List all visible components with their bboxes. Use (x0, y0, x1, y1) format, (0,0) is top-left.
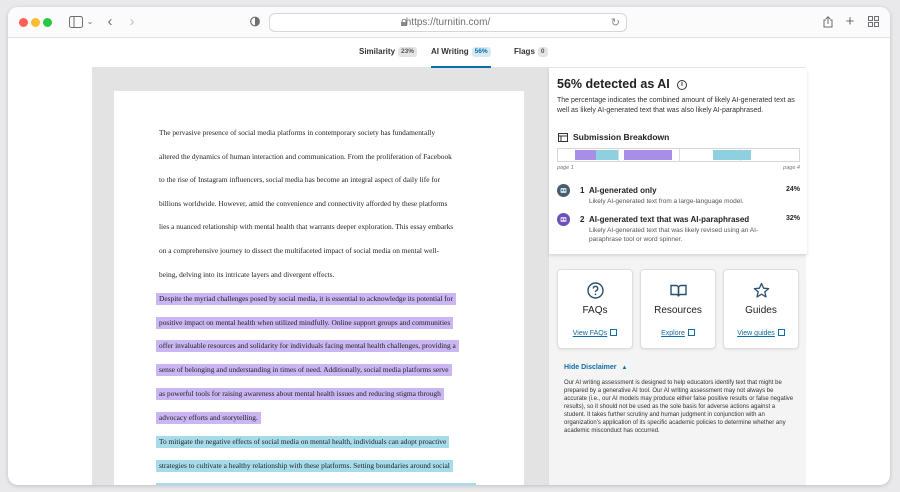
ai-highlighted-line[interactable]: advocacy efforts and storytelling. (156, 412, 261, 424)
tab-ai-writing[interactable] (431, 38, 491, 68)
text-line: billions worldwide. However, amid the convenience and connectivity afforded by these platforms (159, 199, 448, 208)
item-percentage: 32% (785, 215, 800, 222)
ai-summary-card (549, 68, 807, 254)
ai-writing-panel (548, 68, 806, 485)
link-text: View FAQs (572, 330, 608, 337)
text-line: altered the dynamics of human interaction and communication. From the proliferation of Facebook (159, 152, 452, 161)
breakdown-item-ai-paraphrased[interactable] (557, 213, 802, 247)
robot-paraphrase-icon (557, 213, 570, 226)
external-link-icon (688, 329, 695, 336)
tab-label: AI Writing (431, 47, 469, 56)
link-text: View guides (737, 330, 775, 337)
tab-label: Similarity (359, 47, 396, 56)
text-line: on a comprehensive journey to dissect the multifaceted impact of social media on mental well- (159, 246, 439, 255)
item-percentage: 24% (785, 186, 800, 193)
question-circle-icon (587, 282, 604, 299)
paraphrase-segment[interactable] (596, 150, 618, 160)
document-page (114, 91, 524, 485)
disclaimer-text: Our AI writing assessment is designed to help educators identify text that might be prepared by a generative AI tool. Our AI writing assessment may not always be accurate (i.e., our AI models may produce either false positive results or false negative results), so it should not be used as the sole basis for adverse actions against a student. It takes further scrutiny and human judgment in conjunction with an organization's application of its specific academic policies to determine whether any academic misconduct has occurred. (564, 380, 794, 434)
hide-disclaimer-toggle[interactable] (564, 364, 627, 371)
text-line: being, delving into its intricate layers and divergent effects. (159, 270, 335, 279)
paraphrased-highlighted-line[interactable]: strategies to cultivate a healthy relationship with these platforms. Setting boundaries around social (156, 460, 453, 472)
item-title: AI-generated text that was AI-paraphrased (589, 215, 750, 224)
ai-segment[interactable] (575, 150, 596, 160)
text-line: to the rise of Instagram influencers, social media has become an integral aspect of daily life for (159, 175, 440, 184)
ai-highlighted-line[interactable]: as powerful tools for raising awareness about mental health issues and reducing stigma through (156, 388, 444, 400)
external-link-icon (610, 329, 617, 336)
sidebar-icon[interactable] (68, 13, 84, 31)
ai-segment[interactable] (624, 150, 672, 160)
card-label: Resources (654, 305, 702, 316)
tab-label: Flags (514, 47, 535, 56)
back-icon[interactable]: ‹ (107, 13, 113, 30)
document-viewer[interactable] (92, 68, 548, 485)
star-icon (753, 282, 770, 299)
external-link-icon (778, 329, 785, 336)
toggle-label: Hide Disclaimer (564, 364, 617, 371)
url-text: https://turnitin.com/ (405, 17, 491, 28)
ai-highlighted-line[interactable]: sense of belonging and understanding in times of need. Additionally, social media platforms serve (156, 364, 452, 376)
minimize-window-button[interactable] (31, 18, 40, 27)
forward-icon[interactable]: › (129, 13, 135, 30)
caret-up-icon: ▲ (621, 365, 628, 371)
item-number: 2 (580, 215, 585, 224)
view-guides-link[interactable] (724, 329, 798, 337)
text-line: The pervasive presence of social media platforms in contemporary society has fundamentally (159, 128, 436, 137)
tab-overview-icon[interactable] (866, 13, 880, 31)
browser-window (8, 7, 890, 485)
info-icon[interactable]: i (677, 80, 687, 90)
ai-highlighted-line[interactable]: offer invaluable resources and solidarity for individuals facing mental health challenges, providing a (156, 340, 459, 352)
maximize-window-button[interactable] (43, 18, 52, 27)
report-tabs (92, 38, 806, 68)
paraphrased-highlighted-line[interactable]: To mitigate the negative effects of social media on mental health, individuals can adopt proactive (156, 436, 449, 448)
open-book-icon (670, 282, 687, 299)
chevron-down-icon[interactable]: ⌄ (86, 17, 94, 26)
ai-description: The percentage indicates the combined amount of likely AI-generated text as well as likely AI-generated text that was also likely AI-paraphrased. (557, 97, 795, 114)
guides-card[interactable] (723, 269, 799, 349)
reload-icon[interactable]: ↻ (610, 17, 620, 29)
link-text: Explore (661, 330, 685, 337)
breakdown-icon (558, 133, 568, 142)
tab-badge: 56% (472, 47, 491, 57)
breakdown-item-ai-only[interactable] (557, 184, 802, 208)
ai-highlighted-line[interactable]: Despite the myriad challenges posed by social media, it is essential to acknowledge its potential for (156, 293, 456, 305)
shield-icon[interactable] (249, 13, 261, 31)
submission-breakdown-bar[interactable] (557, 148, 800, 162)
address-bar[interactable] (269, 13, 627, 32)
paraphrase-segment[interactable] (713, 150, 751, 160)
text-line: lies a nuanced relationship with mental health that warrants deeper exploration. This essay embarks (159, 222, 454, 231)
item-subtitle: Likely AI-generated text that was likely revised using an AI-paraphrase tool or word spinner. (589, 227, 759, 243)
view-faqs-link[interactable] (558, 329, 632, 337)
page-start-label: page 1 (557, 165, 574, 171)
tab-flags[interactable] (514, 38, 548, 68)
faqs-card[interactable] (557, 269, 633, 349)
item-subtitle: Likely AI-generated text from a large-language model. (589, 198, 744, 205)
ai-highlighted-line[interactable]: positive impact on mental health when utilized mindfully. Online support groups and communities (156, 317, 453, 329)
explore-link[interactable] (641, 329, 715, 337)
item-number: 1 (580, 186, 585, 195)
browser-toolbar (8, 7, 890, 38)
share-icon[interactable] (822, 13, 834, 31)
card-label: FAQs (582, 305, 608, 316)
item-title: AI-generated only (589, 186, 657, 195)
card-label: Guides (745, 305, 777, 316)
new-tab-icon[interactable]: + (845, 13, 855, 30)
paraphrased-highlighted-line[interactable] (156, 483, 476, 485)
close-window-button[interactable] (19, 18, 28, 27)
tab-badge: 0 (538, 47, 548, 57)
robot-icon (557, 184, 570, 197)
tab-similarity[interactable] (359, 38, 417, 68)
tab-badge: 23% (398, 47, 417, 57)
page-end-label: page 4 (783, 165, 800, 171)
ai-detected-title: 56% detected as AI (557, 77, 670, 91)
resources-card[interactable] (640, 269, 716, 349)
breakdown-title: Submission Breakdown (573, 132, 670, 142)
